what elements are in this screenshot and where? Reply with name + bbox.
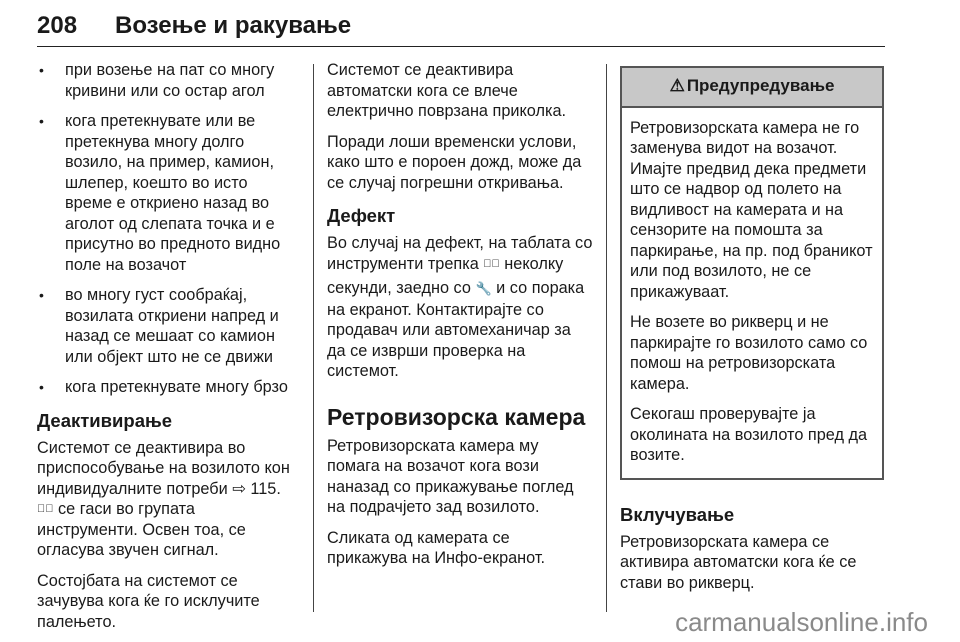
paragraph-trailer: Системот се деактивира автоматски кога се влече електрично поврзана приколка. (327, 61, 567, 120)
column-divider-2 (606, 64, 607, 612)
list-item: • во многу густ сообраќај, возилата откриени напред и назад се мешаат со камион или објект што не се движи (39, 286, 279, 366)
paragraph-camera-2: Сликата од камерата се прикажува на Инфо-екранот. (327, 528, 546, 567)
column-2 (327, 60, 593, 579)
heading-activation: Вклучување (620, 503, 735, 525)
column-1 (37, 60, 299, 642)
warning-title: Предупредување (686, 76, 835, 95)
warning-icon: ⚠ (669, 76, 685, 95)
column-divider-1 (313, 64, 314, 612)
page-ref-arrow-icon: ⇨ (232, 479, 246, 498)
list-item: • кога претекнувате многу брзо (39, 378, 288, 396)
paragraph-camera-1: Ретровизорската камера му помага на возачот кога вози наназад со прикажување поглед на подрачјето зад возилото. (327, 436, 574, 516)
blind-spot-indicator-icon: ◞⃞ (37, 503, 54, 515)
heading-deactivation: Деактивирање (37, 409, 173, 431)
paragraph-weather: Поради лоши временски услови, како што е пороен дожд, може да се случај погрешни откривања. (327, 132, 582, 192)
heading-rear-camera: Ретровизорска камера (327, 403, 586, 430)
column-3 (620, 66, 884, 603)
bullet-icon: • (39, 287, 44, 303)
paragraph-state-saved: Состојбата на системот се зачувува кога ќе го исклучите палењето. (37, 571, 260, 631)
paragraph-defect-2: секунди, заедно со 🔧 и со порака на екранот. Контактирајте со продавач или автомеханичар за да се изврши проверка на системот. (327, 279, 585, 380)
paragraph-activation: Ретровизорската камера се активира автоматски кога ќе се стави во рикверц. (620, 532, 857, 592)
heading-defect: Дефект (327, 205, 396, 226)
page-number: 208 (37, 12, 78, 39)
section-title: Возење и ракување (115, 12, 352, 39)
page-header (37, 6, 885, 47)
bullet-list (37, 60, 299, 398)
paragraph-deactivation: Системот се деактивира во приспособување на возилото кон индивидуалните потреби ⇨ 115. ◞⃞ се гаси во групата инструменти. Освен тоа, се огласува звучен сигнал. (37, 438, 290, 559)
warning-paragraph: Секогаш проверувајте ја околината на возилото пред да возите. (630, 405, 868, 464)
list-item: • при возење на пат со многу кривини или со остар агол (39, 61, 275, 100)
warning-paragraph: Ретровизорската камера не го заменува видот на возачот. Имајте предвид дека предмети што се надвор од полето на видливост на камерата и на сензорите на помошта за паркирање, на пр. под браникот или под возилото, не се прикажуваат. (630, 118, 873, 301)
warning-paragraph: Не возете во рикверц и не паркирајте го возилото само со помош на ретровизорската камера. (630, 313, 868, 393)
wrench-icon: 🔧 (475, 281, 492, 296)
warning-box (620, 66, 884, 480)
bullet-icon: • (39, 379, 44, 395)
watermark: carmanualsonline.info (675, 607, 928, 637)
warning-header (622, 68, 882, 108)
bullet-icon: • (39, 113, 44, 129)
bullet-icon: • (39, 62, 44, 78)
list-item: • кога претекнувате или ве претекнува многу долго возило, на пример, камион, шлепер, коешто во исто време е откриено назад во аголот од слепата точка и е присутно во предното видно поле на возачот (39, 112, 281, 274)
blind-spot-indicator-icon: ◞⃞ (483, 257, 500, 270)
warning-body (622, 108, 882, 478)
page-reference-link[interactable]: 115. (250, 479, 281, 498)
paragraph-defect-1: Во случај на дефект, на таблата со инструменти трепка ◞⃞ неколку (327, 234, 593, 273)
